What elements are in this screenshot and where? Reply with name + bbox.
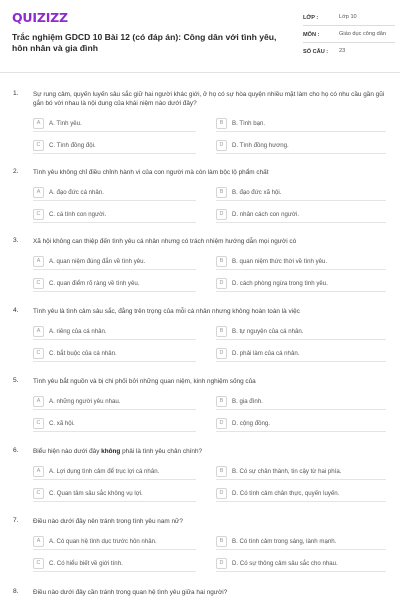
option-text: D. Có sự thông cảm sâu sắc cho nhau. [232, 560, 338, 567]
option-text: D. Có tình cảm chân thực, quyến luyến. [232, 490, 340, 497]
option-text: D. nhân cách con người. [232, 211, 300, 218]
answer-option-a[interactable] [33, 187, 196, 201]
question-text [33, 447, 385, 456]
answer-option-a[interactable] [33, 466, 196, 480]
option-letter-badge: C [33, 488, 44, 499]
question-text [33, 377, 385, 386]
option-letter-badge: D [216, 418, 227, 429]
quizizz-logo[interactable]: QUIZIZZ [12, 10, 68, 25]
option-letter-badge: B [216, 326, 227, 337]
option-letter-badge: D [216, 209, 227, 220]
answer-option-c[interactable] [33, 209, 196, 223]
answer-option-b[interactable] [216, 466, 386, 480]
question-text-emphasis: không [101, 448, 121, 455]
question-number: 8. [13, 588, 19, 595]
option-letter-badge: A [33, 536, 44, 547]
option-text: A. Có quan hệ tình dục trước hôn nhân. [49, 538, 157, 545]
worksheet-header [0, 0, 400, 70]
answer-option-d[interactable] [216, 209, 386, 223]
option-letter-badge: C [33, 558, 44, 569]
option-letter-badge: A [33, 256, 44, 267]
option-text: B. gia đình. [232, 398, 263, 405]
option-text: C. bắt buộc của cá nhân. [49, 350, 117, 357]
answer-option-a[interactable] [33, 396, 196, 410]
question-number: 6. [13, 447, 19, 454]
option-letter-badge: D [216, 348, 227, 359]
answer-option-c[interactable] [33, 418, 196, 432]
question-number: 3. [13, 237, 19, 244]
option-letter-badge: D [216, 558, 227, 569]
option-letter-badge: D [216, 488, 227, 499]
option-letter-badge: B [216, 466, 227, 477]
answer-option-d[interactable] [216, 418, 386, 432]
option-letter-badge: A [33, 466, 44, 477]
option-letter-badge: B [216, 396, 227, 407]
answer-option-a[interactable] [33, 536, 196, 550]
meta-value: Lớp 10 [339, 14, 357, 20]
option-text: D. cộng đồng. [232, 420, 270, 427]
option-text: B. quan niệm thức thời về tình yêu. [232, 258, 328, 265]
question-text-part: Điều nào dưới đây cần tránh trong quan hệ tình yêu giữa hai người? [33, 589, 228, 596]
option-text: B. Có tình cảm trong sáng, lành mạnh. [232, 538, 337, 545]
answer-option-d[interactable] [216, 278, 386, 292]
question-number: 2. [13, 168, 19, 175]
option-letter-badge: B [216, 256, 227, 267]
option-text: C. cá tính con người. [49, 211, 107, 218]
option-text: C. Có hiểu biết về giới tính. [49, 560, 123, 567]
option-text: D. phải làm của cá nhân. [232, 350, 300, 357]
answer-option-c[interactable] [33, 140, 196, 154]
option-text: A. Tình yêu. [49, 120, 82, 127]
meta-row-class [303, 14, 395, 26]
answer-option-c[interactable] [33, 278, 196, 292]
meta-row-question-count [303, 48, 395, 59]
question-text [33, 168, 385, 177]
question-text-part: Sự rung cảm, quyến luyến sâu sắc giữ hai người khác giới, ở họ có sự hòa quyện nhiều mặt làm cho họ có nhu cầu gần gũi gắn bó với nhau là nội dung của khái niệm nào dưới đây? [33, 91, 385, 107]
question-text [33, 307, 385, 316]
option-text: B. đạo đức xã hội. [232, 189, 282, 196]
answer-option-c[interactable] [33, 348, 196, 362]
meta-label: SỐ CÂU : [303, 49, 329, 55]
option-letter-badge: C [33, 278, 44, 289]
question-number: 4. [13, 307, 19, 314]
answer-option-b[interactable] [216, 396, 386, 410]
option-letter-badge: A [33, 187, 44, 198]
option-letter-badge: B [216, 536, 227, 547]
question-number: 5. [13, 377, 19, 384]
answer-option-b[interactable] [216, 187, 386, 201]
option-letter-badge: C [33, 348, 44, 359]
option-text: B. Tình bạn. [232, 120, 266, 127]
option-text: C. quan điểm rõ ràng về tình yêu. [49, 280, 140, 287]
question-number: 1. [13, 90, 19, 97]
answer-option-d[interactable] [216, 348, 386, 362]
question-number: 7. [13, 517, 19, 524]
question-text-part: Tình yêu không chỉ điều chỉnh hành vi của con người mà còn làm bộc lộ phẩm chất [33, 169, 269, 176]
question-text-part: Tình yêu là tình cảm sâu sắc, đằng trên trọng của mỗi cá nhân nhưng không hoàn toàn là việc [33, 308, 300, 315]
answer-option-d[interactable] [216, 558, 386, 572]
question-text-part: Biểu hiện nào dưới đây [33, 448, 102, 455]
option-text: C. Quan tâm sâu sắc không vụ lợi. [49, 490, 143, 497]
option-letter-badge: A [33, 118, 44, 129]
option-text: D. Tình đồng hương. [232, 142, 289, 149]
answer-option-a[interactable] [33, 256, 196, 270]
answer-option-b[interactable] [216, 326, 386, 340]
meta-row-subject [303, 31, 395, 43]
option-text: C. xã hội. [49, 420, 75, 427]
option-letter-badge: C [33, 418, 44, 429]
answer-option-d[interactable] [216, 140, 386, 154]
option-letter-badge: D [216, 278, 227, 289]
answer-option-c[interactable] [33, 558, 196, 572]
option-text: C. Tình đồng đội. [49, 142, 96, 149]
answer-option-c[interactable] [33, 488, 196, 502]
option-text: A. đạo đức cá nhân. [49, 189, 104, 196]
option-letter-badge: B [216, 118, 227, 129]
option-letter-badge: C [33, 140, 44, 151]
option-text: D. cách phòng ngừa trong tình yêu. [232, 280, 328, 287]
answer-option-b[interactable] [216, 256, 386, 270]
question-text-part: Điều nào dưới đây nên tránh trong tình yêu nam nữ? [33, 518, 183, 525]
option-letter-badge: D [216, 140, 227, 151]
header-divider [0, 72, 400, 73]
worksheet-meta [303, 14, 395, 64]
question-text [33, 237, 385, 246]
question-text [33, 517, 385, 526]
option-letter-badge: A [33, 396, 44, 407]
question-text [33, 90, 385, 108]
option-text: A. quan niệm đúng đắn về tình yêu. [49, 258, 146, 265]
question-text-part: Xã hội không can thiệp đến tình yêu cá nhân nhưng có trách nhiệm hướng dẫn mọi người có [33, 238, 297, 245]
option-letter-badge: C [33, 209, 44, 220]
meta-value: Giáo dục công dân [339, 31, 386, 37]
option-text: B. Có sự chân thành, tin cậy từ hai phía. [232, 468, 342, 475]
option-text: A. Lợi dụng tình cảm để trục lợi cá nhân. [49, 468, 160, 475]
worksheet-title: Trắc nghiệm GDCD 10 Bài 12 (có đáp án): Công dân với tình yêu, hôn nhân và gia đình [12, 32, 277, 53]
answer-option-d[interactable] [216, 488, 386, 502]
answer-option-b[interactable] [216, 536, 386, 550]
meta-label: MÔN : [303, 32, 320, 38]
option-text: A. những người yêu nhau. [49, 398, 121, 405]
question-text-part: phải là tình yêu chân chính? [120, 448, 203, 455]
meta-label: LỚP : [303, 15, 319, 21]
meta-value: 23 [339, 48, 346, 54]
answer-option-a[interactable] [33, 326, 196, 340]
option-letter-badge: A [33, 326, 44, 337]
option-text: A. riêng của cá nhân. [49, 328, 107, 335]
option-letter-badge: B [216, 187, 227, 198]
answer-option-a[interactable] [33, 118, 196, 132]
option-text: B. tự nguyện của cá nhân. [232, 328, 304, 335]
question-text [33, 588, 385, 597]
answer-option-b[interactable] [216, 118, 386, 132]
question-text-part: Tình yêu bắt nguồn và bị chi phối bởi những quan niệm, kinh nghiệm sống của [33, 378, 256, 385]
